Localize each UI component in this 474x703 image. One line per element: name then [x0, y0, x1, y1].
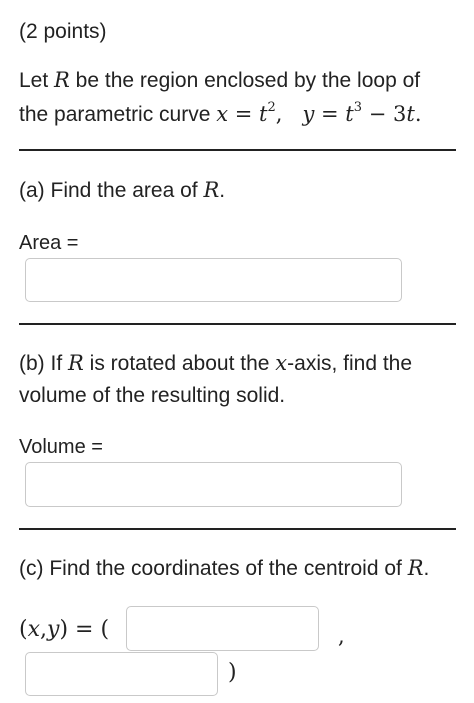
close-paren: ): [59, 617, 69, 642]
centroid-expression: [19, 613, 109, 646]
intro-text: be the region enclosed by the loop of: [69, 69, 421, 92]
section-divider: [19, 528, 456, 530]
question-text: (c) Find the coordinates of the centroid of: [19, 557, 408, 580]
intro-line-1: [19, 64, 420, 97]
coefficient: 3: [392, 102, 407, 126]
area-label: Area =: [19, 232, 79, 254]
equals-open-paren: = (: [68, 617, 110, 642]
volume-answer-input[interactable]: [25, 462, 402, 507]
coordinate-separator: ,: [338, 624, 345, 648]
question-text: .: [423, 557, 430, 580]
question-text: (a) Find the area of: [19, 179, 204, 202]
question-text: -axis, find the: [287, 352, 413, 375]
region-variable: R: [407, 556, 424, 580]
period: .: [414, 102, 422, 126]
intro-text: the parametric curve: [19, 103, 217, 126]
question-text: (b) If: [19, 352, 69, 375]
close-paren: ): [228, 660, 237, 685]
x-variable: x: [275, 351, 288, 375]
points-label: (2 points): [19, 20, 107, 43]
t-variable: t: [259, 102, 268, 126]
t-variable: t: [345, 102, 354, 126]
x-variable: x: [216, 102, 229, 126]
part-b-question-line-2: volume of the resulting solid.: [19, 384, 286, 407]
part-b-question-line-1: [19, 347, 412, 380]
t-variable: t: [406, 102, 415, 126]
comma: ,: [40, 617, 48, 642]
section-divider: [19, 323, 456, 325]
question-text: .: [219, 179, 226, 202]
y-variable: y: [302, 102, 315, 126]
region-variable: R: [68, 351, 84, 375]
centroid-y-input[interactable]: [25, 652, 218, 696]
section-divider: [19, 149, 456, 151]
question-text: is rotated about the: [83, 352, 276, 375]
region-variable: R: [203, 178, 220, 202]
comma: ,: [275, 102, 283, 126]
equals-sign: =: [314, 102, 346, 126]
exponent: 3: [353, 100, 363, 115]
centroid-x-input[interactable]: [126, 606, 319, 651]
open-paren: (: [19, 617, 28, 642]
region-variable: R: [54, 68, 70, 92]
part-a-question: [19, 174, 225, 207]
x-variable: x: [27, 617, 41, 642]
part-c-question: [19, 552, 429, 585]
intro-text: Let: [19, 69, 55, 92]
intro-line-2: [19, 98, 422, 131]
y-variable: y: [47, 617, 60, 642]
exponent: 2: [267, 100, 276, 115]
minus-sign: −: [362, 102, 393, 126]
area-answer-input[interactable]: [25, 258, 402, 302]
volume-label: Volume =: [19, 436, 103, 458]
equals-sign: =: [228, 102, 260, 126]
